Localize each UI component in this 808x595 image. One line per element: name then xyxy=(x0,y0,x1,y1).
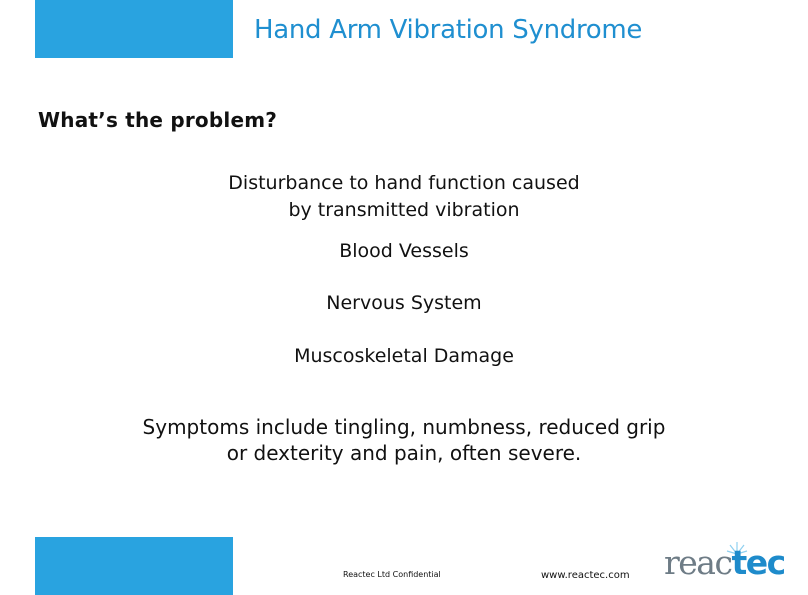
bullet-muscoskeletal-damage xyxy=(0,345,808,367)
paragraph-line: or dexterity and pain, often severe. xyxy=(226,441,582,465)
bottom-accent-block xyxy=(35,537,233,595)
slide-title: Hand Arm Vibration Syndrome xyxy=(254,15,643,45)
paragraph-disturbance xyxy=(100,170,708,224)
footer-confidential: Reactec Ltd Confidential xyxy=(343,570,441,579)
paragraph-line: Muscoskeletal Damage xyxy=(294,345,514,367)
logo-text xyxy=(664,543,785,582)
logo-text-reac: reac xyxy=(664,543,732,582)
paragraph-line: Blood Vessels xyxy=(339,240,469,262)
paragraph-symptoms xyxy=(0,414,808,466)
logo-text-tec: tec xyxy=(731,543,785,582)
footer-url: www.reactec.com xyxy=(541,570,630,581)
paragraph-line: Disturbance to hand function caused xyxy=(228,172,580,194)
paragraph-line: Nervous System xyxy=(326,292,482,314)
paragraph-line: Symptoms include tingling, numbness, reduced grip xyxy=(142,415,666,439)
section-heading: What’s the problem? xyxy=(38,108,278,132)
bullet-nervous-system xyxy=(0,292,808,314)
paragraph-line: by transmitted vibration xyxy=(288,199,520,221)
bullet-blood-vessels xyxy=(0,240,808,262)
reactec-logo xyxy=(664,536,794,582)
top-accent-block xyxy=(35,0,233,58)
